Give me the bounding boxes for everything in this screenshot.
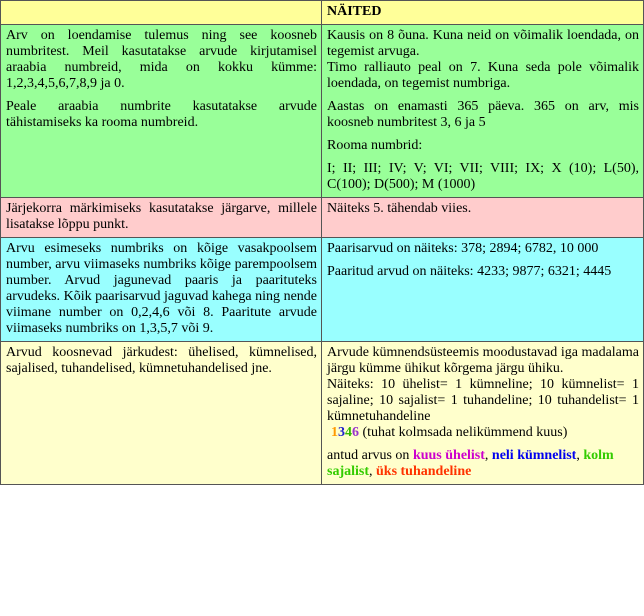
row4-right-example: Näiteks: 10 ühelist= 1 kümneline; 10 kümnelist= 1 sajaline; 10 sajalist= 1 tuhandeline; 10 tuhandelist= 1 kümnetuhandeline: [327, 377, 639, 424]
row3-right-para-1: Paarisarvud on näiteks: 378; 2894; 6782, 10 000: [327, 241, 599, 256]
row1-right-para-4: Rooma numbrid:: [327, 138, 423, 153]
summary-tens: neli kümnelist: [491, 448, 577, 463]
row-ordinals: [1, 198, 644, 238]
row1-right-para-2: Timo ralliauto peal on 7. Kuna seda pole võimalik loendada, on tegemist numbriga.: [327, 60, 639, 91]
row4-right-number: [327, 425, 639, 441]
summary-prefix: antud arvus on: [327, 448, 413, 463]
digit-tens: 4: [345, 425, 352, 440]
header-row: [1, 1, 644, 25]
row3-right-cell: [322, 238, 644, 342]
number-words: (tuhat kolmsada nelikümmend kuus): [359, 425, 568, 440]
row3-right-para-2: Paaritud arvud on näiteks: 4233; 9877; 6321; 4445: [327, 264, 612, 279]
row1-left-para-1: Arv on loendamise tulemus ning see koosneb numbritest. Meil kasutatakse arvude kirjutamisel araabia numbreid, mida on kokku kümme: 1,2,3,4,5,6,7,8,9 ja 0.: [6, 28, 317, 91]
header-cell-left: [1, 1, 322, 25]
header-cell-right: NÄITED: [322, 1, 644, 25]
digit-thousands: 1: [331, 425, 338, 440]
row1-right-para-1: Kausis on 8 õuna. Kuna neid on võimalik loendada, on tegemist arvuga.: [327, 28, 639, 59]
row4-left-para-1: Arvud koosnevad järkudest: ühelised, kümnelised, sajalised, tuhandelised, kümnetuhandelised jne.: [6, 345, 317, 376]
row3-left-cell: [1, 238, 322, 342]
row1-right-cell: [322, 25, 644, 198]
summary-sep-2: ,: [576, 448, 584, 463]
row3-left-para-1: Arvu esimeseks numbriks on kõige vasakpoolsem number, arvu viimaseks numbriks kõige parempoolsem number. Arvud jagunevad paaris ja paarituteks arvudeks. Kõik paarisarvud jaguvad kahega ning nende viimane number on 0,2,4,6 või 8. Paaritute arvude viimaseks numbriks on 1,3,5,7 või 9.: [6, 241, 317, 336]
row4-right-summary: [327, 448, 639, 480]
row2-right-cell: [322, 198, 644, 238]
row4-right-cell: [322, 342, 644, 485]
digit-hundreds: 3: [338, 425, 345, 440]
row1-right-para-3: Aastas on enamasti 365 päeva. 365 on arv, mis koosneb numbritest 3, 6 ja 5: [327, 99, 639, 130]
row2-left-cell: [1, 198, 322, 238]
row-places: [1, 342, 644, 485]
summary-hundreds: kolm sajalist: [327, 448, 614, 479]
summary-ones: kuus ühelist: [412, 448, 485, 463]
summary-thousands: üks tuhandeline: [376, 464, 472, 479]
row1-right-para-5: I; II; III; IV; V; VI; VII; VIII; IX; X (10); L(50), C(100); D(500); M (1000): [327, 161, 639, 192]
row4-right-intro: Arvude kümnendsüsteemis moodustavad iga madalama järgu kümme ühikut kõrgema järgu ühiku.: [327, 345, 639, 376]
digit-ones: 6: [352, 425, 359, 440]
row2-right-para-1: Näiteks 5. tähendab viies.: [327, 201, 472, 216]
row2-left-para-1: Järjekorra märkimiseks kasutatakse järgarve, millele lisatakse lõppu punkt.: [6, 201, 317, 232]
summary-sep-3: ,: [369, 464, 376, 479]
row4-left-cell: [1, 342, 322, 485]
row1-left-para-2: Peale araabia numbrite kasutatakse arvude tähistamiseks ka rooma numbreid.: [6, 99, 317, 130]
row-even-odd: [1, 238, 644, 342]
row1-left-cell: [1, 25, 322, 198]
row-numbers: [1, 25, 644, 198]
summary-sep-1: ,: [484, 448, 492, 463]
